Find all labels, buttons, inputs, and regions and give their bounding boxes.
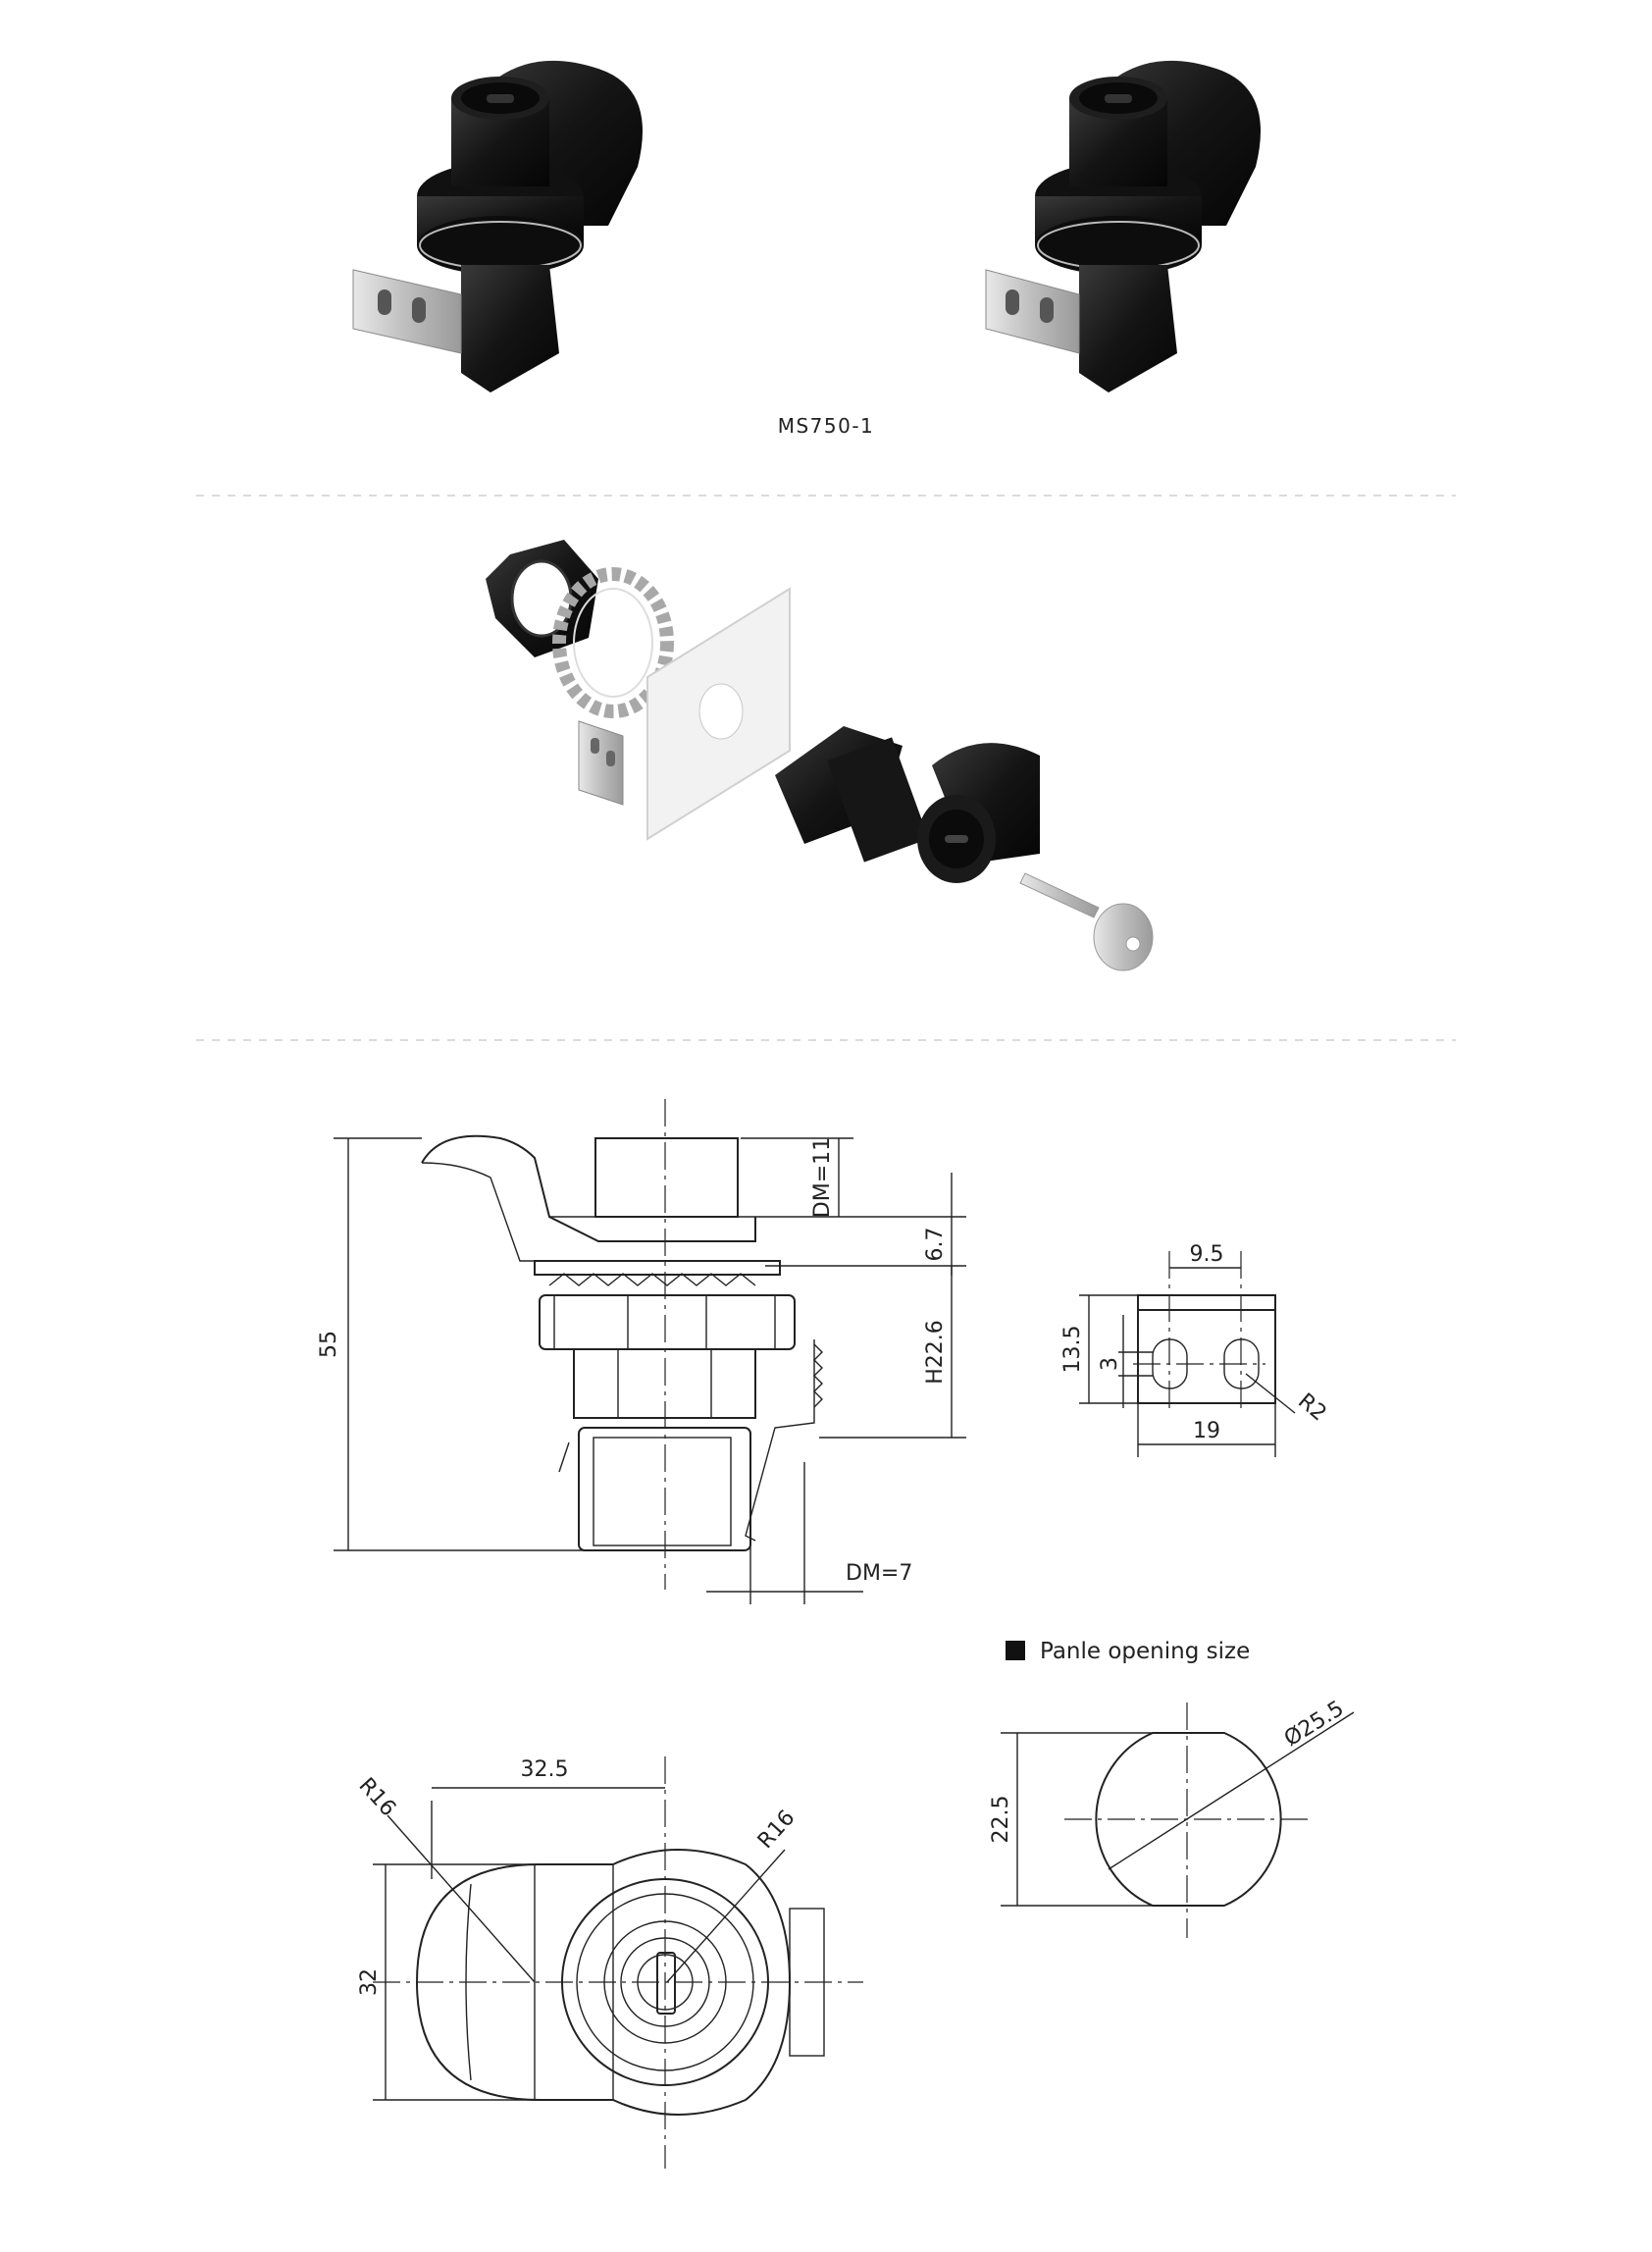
hex-nut (486, 540, 598, 657)
dim-bracket-width: 19 (1193, 1419, 1220, 1443)
panel-opening-section (989, 1639, 1354, 1938)
dim-bottom-offset: DM=7 (846, 1561, 913, 1586)
bracket-detail-drawing (1060, 1242, 1331, 1457)
dim-bracket-radius: R2 (1293, 1388, 1331, 1427)
key (1020, 873, 1153, 970)
dim-opening-diameter: Ø25.5 (1279, 1696, 1349, 1753)
dim-flange: 6.7 (923, 1227, 948, 1262)
model-caption: MS750-1 (777, 414, 875, 438)
side-view-drawing (317, 1099, 966, 1604)
dim-bracket-height: 13.5 (1060, 1325, 1085, 1374)
dim-opening-flat: 22.5 (989, 1795, 1013, 1844)
dim-right-radius: R16 (752, 1806, 800, 1855)
heading-bullet (1006, 1641, 1025, 1660)
exploded-view (486, 540, 1153, 970)
dim-overall-height: 55 (317, 1331, 341, 1358)
dim-top-height: DM=11 (810, 1136, 835, 1219)
dim-front-height: 32 (357, 1968, 382, 1996)
front-view-drawing (354, 1756, 863, 2169)
latch-body (775, 726, 1040, 883)
dim-slot-spacing: 9.5 (1189, 1242, 1224, 1267)
dim-left-radius: R16 (353, 1773, 401, 1822)
panel-plate (647, 589, 790, 839)
dim-grip-range: H22.6 (923, 1320, 948, 1385)
product-photo-left (353, 61, 643, 393)
panel-opening-heading: Panle opening size (1040, 1639, 1251, 1664)
product-photo-right (986, 61, 1261, 393)
bracket-part (579, 721, 623, 805)
dim-front-width: 32.5 (520, 1757, 569, 1782)
dim-slot-width: 3 (1098, 1357, 1122, 1371)
